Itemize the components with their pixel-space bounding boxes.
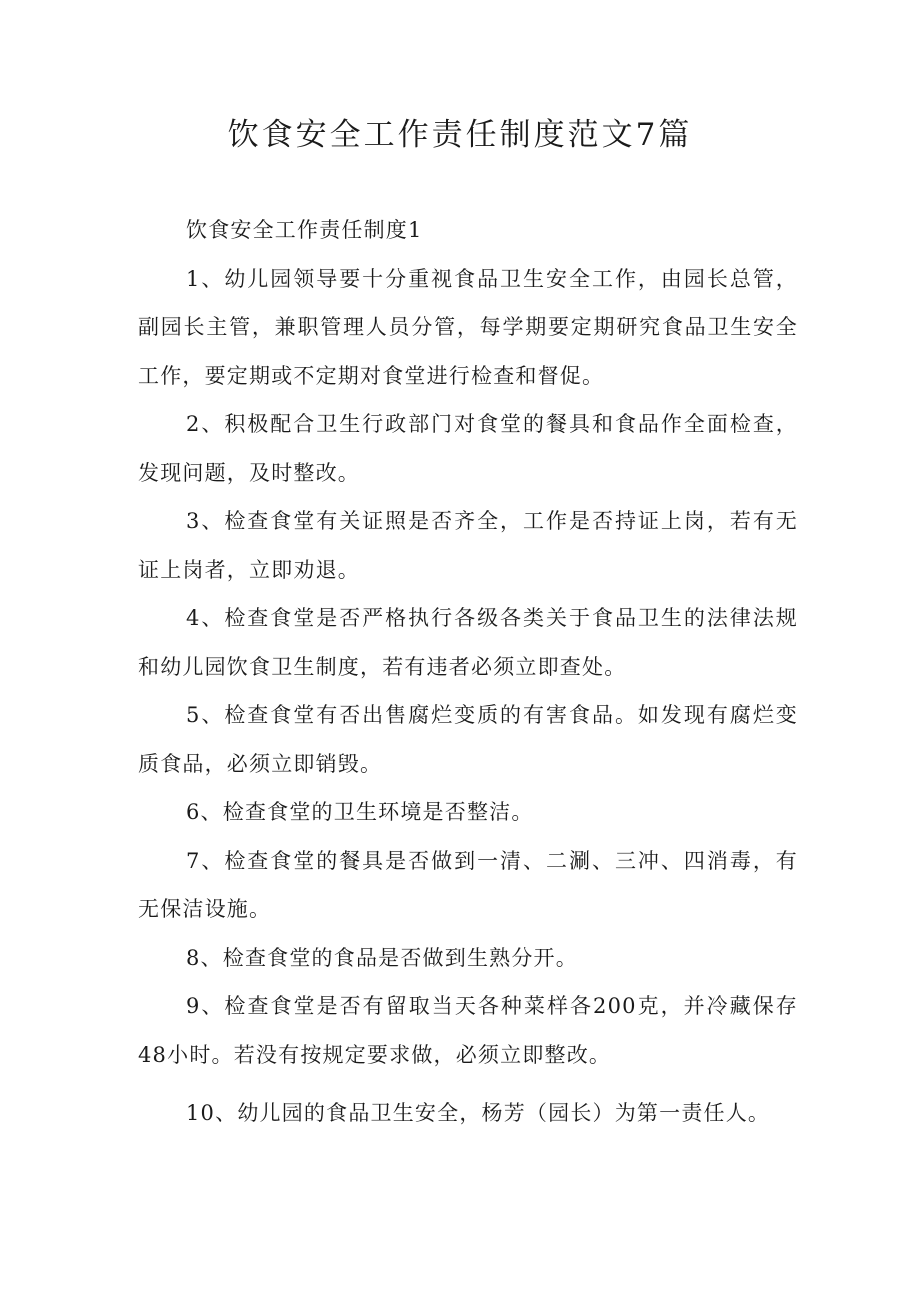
paragraph-6: 6、检查食堂的卫生环境是否整洁。	[186, 800, 534, 824]
document-title: 饮食安全工作责任制度范文7篇	[227, 117, 693, 153]
section-heading: 饮食安全工作责任制度1	[186, 218, 423, 242]
document-body	[138, 206, 798, 1138]
paragraph-5: 5、检查食堂有否出售腐烂变质的有害食品。如发现有腐烂变质食品，必须立即销毁。	[138, 703, 798, 776]
paragraph-4: 4、检查食堂是否严格执行各级各类关于食品卫生的法律法规和幼儿园饮食卫生制度，若有违者必须立即查处。	[138, 606, 798, 679]
paragraph-9: 9、检查食堂是否有留取当天各种菜样各200克，并冷藏保存48小时。若没有按规定要求做，必须立即整改。	[138, 994, 798, 1067]
paragraph-10: 10、幼儿园的食品卫生安全，杨芳（园长）为第一责任人。	[186, 1101, 771, 1125]
paragraph-2: 2、积极配合卫生行政部门对食堂的餐具和食品作全面检查，发现问题，及时整改。	[138, 412, 798, 485]
paragraph-3: 3、检查食堂有关证照是否齐全，工作是否持证上岗，若有无证上岗者，立即劝退。	[138, 509, 798, 582]
paragraph-1: 1、幼儿园领导要十分重视食品卫生安全工作，由园长总管，副园长主管，兼职管理人员分管，每学期要定期研究食品卫生安全工作，要定期或不定期对食堂进行检查和督促。	[138, 266, 798, 388]
paragraph-7: 7、检查食堂的餐具是否做到一清、二涮、三冲、四消毒，有无保洁设施。	[138, 848, 798, 921]
paragraph-8: 8、检查食堂的食品是否做到生熟分开。	[186, 945, 578, 970]
